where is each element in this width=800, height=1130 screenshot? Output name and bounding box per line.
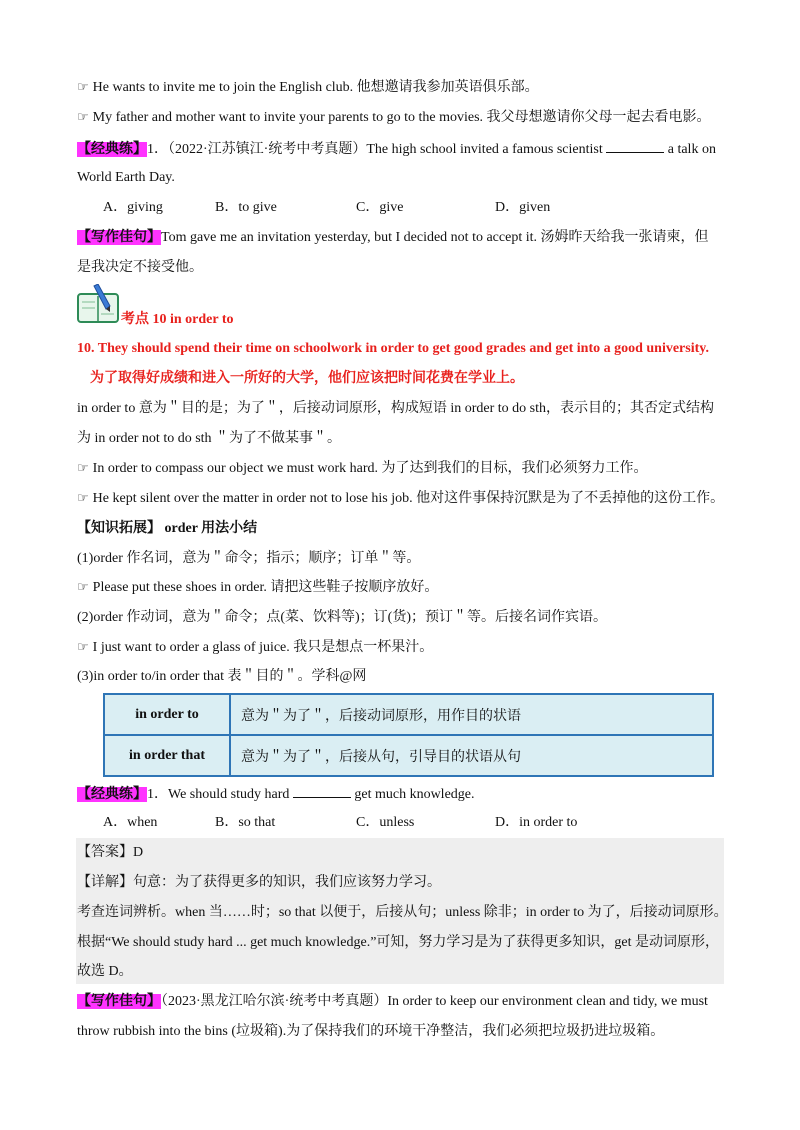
exercise-tag: 【经典练】	[77, 787, 147, 802]
pointing-hand-icon: ☞	[77, 580, 89, 595]
example-line: ☞ In order to compass our object we must work hard. 为了达到我们的目标，我们必须努力工作。	[77, 461, 648, 476]
writing-sentence-2: 【写作佳句】（2023·黑龙江哈尔滨·统考中考真题）In order to keep our environment clean and tidy, we must	[77, 994, 708, 1009]
answer-detail: 根据“We should study hard ... get much knowledge.”可知，努力学习是为了获得更多知识，get 是动词原形，	[77, 935, 720, 950]
option-b: B．to give	[215, 200, 277, 215]
writing-tag: 【写作佳句】	[77, 994, 161, 1009]
extension-item: (3)in order to/in order that 表＂目的＂。学科@网	[77, 669, 367, 684]
answer-line: 【答案】D	[77, 845, 144, 860]
pointing-hand-icon: ☞	[77, 80, 89, 95]
knowledge-extension-title: 【知识拓展】 order 用法小结	[77, 521, 258, 536]
answer-detail: 考查连词辨析。when 当……时；so that 以便于，后接从句；unless 除非；in order to 为了，后接动词原形。	[77, 905, 728, 920]
notebook-pencil-icon	[76, 284, 122, 324]
extension-item: (2)order 作动词，意为＂命令；点(菜、饮料等)；订(货)；预订＂等。后接名词作宾语。	[77, 610, 608, 625]
exercise-1-question: 【经典练】1．（2022·江苏镇江·统考中考真题）The high school invited a famous scientist a talk on	[77, 138, 716, 160]
key-point-title: 考点 10 in order to	[121, 312, 234, 327]
explanation-line: in order to 意为＂目的是；为了＂，后接动词原形，构成短语 in order to do sth，表示目的；其否定式结构	[77, 401, 714, 416]
option-c: C．unless	[356, 815, 415, 830]
extension-item: (1)order 作名词，意为＂命令；指示；顺序；订单＂等。	[77, 551, 421, 566]
exercise-2-question: 【经典练】1．We should study hard get much knowledge.	[77, 783, 475, 805]
pointing-hand-icon: ☞	[77, 491, 89, 506]
example-line: ☞ I just want to order a glass of juice. 我只是想点一杯果汁。	[77, 640, 434, 655]
writing-sentence-1: 【写作佳句】Tom gave me an invitation yesterday, but I decided not to accept it. 汤姆昨天给我一张请柬，但	[77, 230, 709, 245]
pointing-hand-icon: ☞	[77, 461, 89, 476]
order-usage-table	[103, 693, 714, 777]
writing-sentence-2-cont: throw rubbish into the bins (垃圾箱).为了保持我们的环境干净整洁，我们必须把垃圾扔进垃圾箱。	[77, 1024, 665, 1039]
exercise-1-question-cont: World Earth Day.	[77, 170, 175, 185]
example-line: ☞ He kept silent over the matter in order not to lose his job. 他对这件事保持沉默是为了不丢掉他的这份工作。	[77, 491, 725, 506]
key-point-sentence-cn: 为了取得好成绩和进入一所好的大学，他们应该把时间花费在学业上。	[90, 371, 524, 386]
exercise-tag: 【经典练】	[77, 142, 147, 157]
example-line: ☞ He wants to invite me to join the English club. 他想邀请我参加英语俱乐部。	[77, 80, 539, 95]
answer-blank	[606, 138, 664, 153]
table-cell-key: in order that	[104, 735, 230, 776]
option-c: C．give	[356, 200, 404, 215]
writing-sentence-1-cont: 是我决定不接受他。	[77, 260, 203, 275]
answer-detail: 故选 D。	[77, 964, 133, 979]
answer-blank	[293, 783, 351, 798]
option-a: A．when	[103, 815, 158, 830]
example-line: ☞ My father and mother want to invite your parents to go to the movies. 我父母想邀请你父母一起去看电影。	[77, 110, 711, 125]
option-d: D．in order to	[495, 815, 578, 830]
answer-detail: 【详解】句意：为了获得更多的知识，我们应该努力学习。	[77, 875, 441, 890]
table-row	[104, 694, 713, 735]
example-line: ☞ Please put these shoes in order. 请把这些鞋子按顺序放好。	[77, 580, 439, 595]
option-d: D．given	[495, 200, 551, 215]
table-row	[104, 735, 713, 776]
table-cell-value: 意为＂为了＂，后接从句，引导目的状语从句	[230, 735, 713, 776]
option-a: A．giving	[103, 200, 163, 215]
key-point-sentence-en: 10. They should spend their time on schoolwork in order to get good grades and get into a good university.	[77, 341, 710, 356]
table-cell-value: 意为＂为了＂，后接动词原形，用作目的状语	[230, 694, 713, 735]
table-cell-key: in order to	[104, 694, 230, 735]
writing-tag: 【写作佳句】	[77, 230, 161, 245]
pointing-hand-icon: ☞	[77, 110, 89, 125]
option-b: B．so that	[215, 815, 276, 830]
explanation-line: 为 in order not to do sth ＂为了不做某事＂。	[77, 431, 342, 446]
pointing-hand-icon: ☞	[77, 640, 89, 655]
